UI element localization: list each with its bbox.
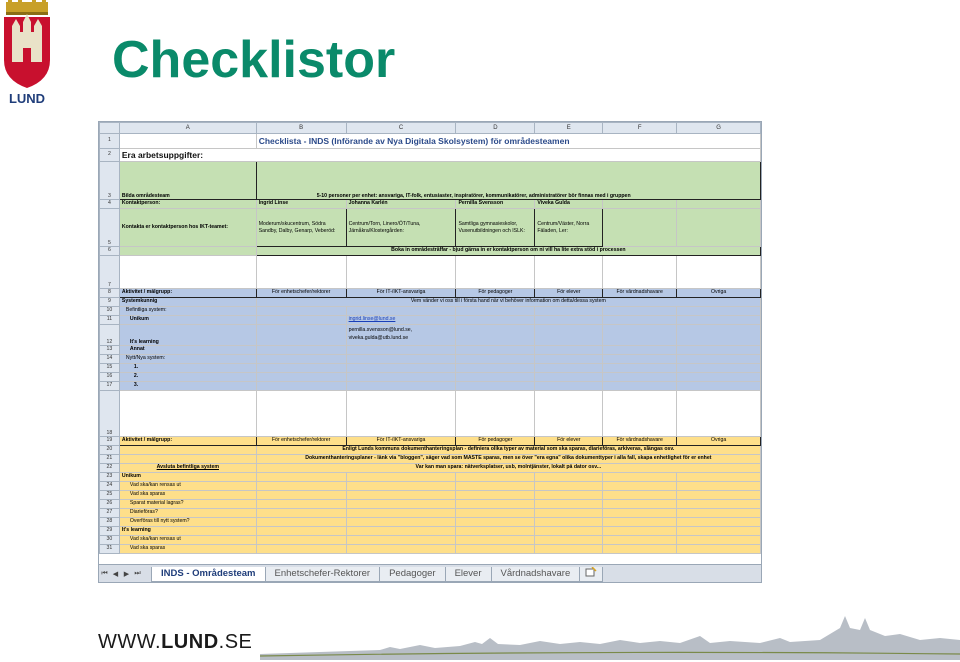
cell[interactable] <box>346 473 456 482</box>
sheet-row <box>100 437 761 446</box>
cell[interactable] <box>456 364 535 373</box>
cell[interactable] <box>535 491 603 500</box>
cell[interactable] <box>256 355 346 364</box>
sheet-row <box>100 509 761 518</box>
cell[interactable] <box>256 509 346 518</box>
cell[interactable] <box>456 536 535 545</box>
cell[interactable]: Kontaktperson: <box>119 200 256 209</box>
castle-icon <box>12 14 42 62</box>
sheet-row <box>100 536 761 545</box>
cell[interactable]: Övriga <box>677 437 761 446</box>
cell[interactable]: Unikum <box>119 473 256 482</box>
row-number[interactable]: 5 <box>100 209 120 247</box>
cell[interactable]: För pedagoger <box>456 437 535 446</box>
row-number[interactable]: 7 <box>100 256 120 289</box>
row-number[interactable]: 24 <box>100 482 120 491</box>
cell[interactable] <box>119 446 256 455</box>
cell[interactable] <box>256 325 346 346</box>
row-number[interactable]: 23 <box>100 473 120 482</box>
cell[interactable]: Centrum/Väster, Norra Fäladen, Ler: <box>535 209 603 247</box>
cell[interactable] <box>603 346 677 355</box>
footer-suffix: .SE <box>218 631 253 653</box>
cell[interactable]: Centrum/Torn, Linero/ÖT/Tuna, Järnåkra/Klostergården: <box>346 209 456 247</box>
cell[interactable]: För enhetschefer/rektorer <box>256 437 346 446</box>
cell[interactable]: För elever <box>535 437 603 446</box>
cell[interactable]: Moderum/skucentrum, Södra Sandby, Dalby, Genarp, Veberöd: <box>256 209 346 247</box>
cell[interactable]: Sparat material lagras? <box>119 500 256 509</box>
sheet-row <box>100 491 761 500</box>
cell[interactable] <box>346 518 456 527</box>
cell[interactable] <box>535 373 603 382</box>
cell[interactable]: Vad ska/kan rensas ut <box>119 482 256 491</box>
cell[interactable] <box>346 355 456 364</box>
cell[interactable] <box>677 256 761 289</box>
sheet-row <box>100 527 761 536</box>
cell[interactable]: Aktivitet / målgrupp: <box>119 437 256 446</box>
cell[interactable] <box>256 500 346 509</box>
cell[interactable]: För enhetschefer/rektorer <box>256 289 346 298</box>
cell[interactable] <box>677 364 761 373</box>
cell[interactable] <box>456 373 535 382</box>
cell[interactable] <box>256 391 346 437</box>
row-number[interactable]: 4 <box>100 200 120 209</box>
cell[interactable] <box>346 545 456 554</box>
sheet-row <box>100 500 761 509</box>
cell[interactable] <box>256 307 346 316</box>
cell[interactable] <box>677 545 761 554</box>
cell[interactable]: För elever <box>535 289 603 298</box>
footer-bold: LUND <box>161 631 219 653</box>
cell[interactable] <box>456 545 535 554</box>
tab-pedagoger[interactable]: Pedagoger <box>379 567 445 582</box>
cell[interactable] <box>603 518 677 527</box>
cell[interactable] <box>603 527 677 536</box>
cell[interactable] <box>456 307 535 316</box>
column-header-row <box>100 123 761 134</box>
cell[interactable] <box>535 307 603 316</box>
sheet-title-cell[interactable]: Checklista - INDS (Införande av Nya Digitala Skolsystem) för områdesteamen <box>256 134 760 149</box>
cell[interactable] <box>603 482 677 491</box>
sheet-row <box>100 364 761 373</box>
cell[interactable]: Pernilla Svensson <box>456 200 535 209</box>
sheet-row <box>100 298 761 307</box>
cell[interactable]: Bilda områdesteam <box>119 162 256 200</box>
row-number[interactable]: 14 <box>100 355 120 364</box>
cell[interactable]: Viveka Gulda <box>535 200 603 209</box>
sheet-row <box>100 355 761 364</box>
cell[interactable]: 1. <box>119 364 256 373</box>
cell[interactable]: Boka in områdesträffar - bjud gärna in er kontaktperson om ni vill ha lite extra stöd i processen <box>256 247 760 256</box>
logo-text: LUND <box>8 91 46 106</box>
cell[interactable] <box>346 491 456 500</box>
cell[interactable] <box>535 482 603 491</box>
row-number[interactable]: 29 <box>100 527 120 536</box>
cell[interactable] <box>456 473 535 482</box>
cell[interactable] <box>256 256 346 289</box>
cell[interactable]: Ingrid Linse <box>256 200 346 209</box>
cell[interactable] <box>346 500 456 509</box>
cell[interactable] <box>256 316 346 325</box>
cell[interactable]: Vad ska sparas <box>119 545 256 554</box>
cell[interactable] <box>456 500 535 509</box>
cell[interactable] <box>603 256 677 289</box>
row-number[interactable]: 22 <box>100 464 120 473</box>
sheet-row <box>100 149 761 162</box>
cell[interactable] <box>456 518 535 527</box>
cell[interactable] <box>256 545 346 554</box>
spreadsheet-screenshot <box>98 121 762 583</box>
cell[interactable] <box>535 509 603 518</box>
sheet-row <box>100 325 761 346</box>
cell[interactable] <box>603 500 677 509</box>
cell[interactable]: Nytt/Nya system: <box>119 355 256 364</box>
cell[interactable]: It's learning <box>119 325 256 346</box>
column-header-d[interactable]: D <box>456 123 535 134</box>
sheet-row <box>100 162 761 200</box>
sheet-row <box>100 247 761 256</box>
sheet-row <box>100 346 761 355</box>
row-number[interactable]: 17 <box>100 382 120 391</box>
sheet-row <box>100 473 761 482</box>
cell[interactable]: Samtliga gymnasieskolor, Vuxenutbildningen och ISLK: <box>456 209 535 247</box>
cell[interactable] <box>603 545 677 554</box>
cell[interactable] <box>456 509 535 518</box>
cell[interactable]: Annat <box>119 346 256 355</box>
row-number[interactable]: 10 <box>100 307 120 316</box>
cell[interactable] <box>346 307 456 316</box>
cell[interactable] <box>677 307 761 316</box>
cell[interactable] <box>256 491 346 500</box>
cell[interactable] <box>677 209 761 247</box>
row-number[interactable]: 19 <box>100 437 120 446</box>
cell[interactable] <box>535 518 603 527</box>
cell[interactable]: Unikum <box>119 316 256 325</box>
tab-inds-omradesteam[interactable]: INDS - Områdesteam <box>151 567 266 582</box>
sheet-row <box>100 464 761 473</box>
cell[interactable] <box>603 209 677 247</box>
footer-prefix: WWW. <box>98 631 162 653</box>
column-header-b[interactable]: B <box>256 123 346 134</box>
cell[interactable] <box>677 527 761 536</box>
cell[interactable] <box>603 473 677 482</box>
cell[interactable] <box>677 536 761 545</box>
cell[interactable] <box>677 346 761 355</box>
cell[interactable] <box>603 391 677 437</box>
cell[interactable]: It's learning <box>119 527 256 536</box>
cell[interactable] <box>346 391 456 437</box>
cell[interactable] <box>677 509 761 518</box>
row-number[interactable]: 11 <box>100 316 120 325</box>
cell[interactable]: Avsluta befintliga system <box>119 464 256 473</box>
cell[interactable] <box>456 346 535 355</box>
row-number[interactable]: 15 <box>100 364 120 373</box>
cell[interactable] <box>456 382 535 391</box>
cell[interactable] <box>603 200 677 209</box>
sheet-row <box>100 316 761 325</box>
row-number[interactable]: 9 <box>100 298 120 307</box>
cell[interactable] <box>603 316 677 325</box>
cell[interactable] <box>256 473 346 482</box>
sheet-row <box>100 518 761 527</box>
cell[interactable] <box>119 391 256 437</box>
cell[interactable]: Johanna Karlén <box>346 200 456 209</box>
row-number[interactable]: 30 <box>100 536 120 545</box>
sheet-row <box>100 134 761 149</box>
cell[interactable] <box>603 509 677 518</box>
row-number[interactable]: 26 <box>100 500 120 509</box>
cell[interactable]: Befintliga system: <box>119 307 256 316</box>
cell[interactable]: För pedagoger <box>456 289 535 298</box>
cell[interactable] <box>346 482 456 491</box>
sheet-row <box>100 289 761 298</box>
column-header-g[interactable]: G <box>677 123 761 134</box>
row-number[interactable]: 27 <box>100 509 120 518</box>
cell[interactable] <box>603 536 677 545</box>
cell[interactable] <box>677 316 761 325</box>
cell[interactable]: Enligt Lunds kommuns dokumenthanteringsplan - definiera olika typer av material som ska sparas, diarieföras, arkiveras, slängas osv. <box>256 446 760 455</box>
cell[interactable] <box>677 325 761 346</box>
sheet-row <box>100 373 761 382</box>
cell[interactable] <box>535 346 603 355</box>
cell[interactable]: Överföras till nytt system? <box>119 518 256 527</box>
row-number[interactable]: 25 <box>100 491 120 500</box>
next-sheet-icon[interactable]: ▶ <box>123 571 130 578</box>
cell[interactable] <box>603 364 677 373</box>
cell[interactable]: För vårdnadshavare <box>603 437 677 446</box>
cell[interactable] <box>119 247 256 256</box>
sheet-row <box>100 455 761 464</box>
cell[interactable] <box>535 473 603 482</box>
cell[interactable] <box>456 256 535 289</box>
cell[interactable] <box>535 316 603 325</box>
cell[interactable]: Dokumenthanteringsplaner - länk via "bloggen", säger vad som MÅSTE sparas, men se över "era egna" olika dokumenttyper i alla fall, skapa enhetlighet för er enhet <box>256 455 760 464</box>
last-sheet-icon[interactable]: ⏭ <box>134 570 141 577</box>
cell[interactable] <box>346 536 456 545</box>
cell[interactable] <box>677 473 761 482</box>
cell[interactable] <box>603 355 677 364</box>
row-number[interactable]: 20 <box>100 446 120 455</box>
cell[interactable]: Diarieföras? <box>119 509 256 518</box>
cell[interactable] <box>456 391 535 437</box>
email-link[interactable]: ingrid.linse@lund.se <box>346 316 456 325</box>
row-number[interactable]: 12 <box>100 325 120 346</box>
cell[interactable] <box>256 536 346 545</box>
cell[interactable] <box>346 509 456 518</box>
lund-logo <box>0 0 54 108</box>
cell[interactable] <box>256 346 346 355</box>
column-header-c[interactable]: C <box>346 123 456 134</box>
cell[interactable] <box>456 482 535 491</box>
cell[interactable] <box>535 391 603 437</box>
row-number[interactable]: 13 <box>100 346 120 355</box>
sheet-row <box>100 391 761 437</box>
new-sheet-icon[interactable] <box>579 567 603 582</box>
tab-enhetschefer-rektorer[interactable]: Enhetschefer-Rektorer <box>265 567 381 582</box>
cell[interactable] <box>535 256 603 289</box>
cell[interactable] <box>535 545 603 554</box>
sheet-row <box>100 307 761 316</box>
cell[interactable] <box>677 373 761 382</box>
email-text: pernilla.svensson@lund.se, <box>348 327 413 334</box>
cell[interactable]: För IT-/IKT-ansvariga <box>346 289 456 298</box>
cell[interactable] <box>256 364 346 373</box>
column-header-f[interactable]: F <box>603 123 677 134</box>
cell[interactable] <box>256 518 346 527</box>
cell[interactable] <box>603 491 677 500</box>
tab-elever[interactable]: Elever <box>445 567 492 582</box>
cell[interactable] <box>119 455 256 464</box>
sheet-row <box>100 446 761 455</box>
select-all-corner[interactable] <box>100 123 120 134</box>
sheet-tab-bar <box>99 564 761 583</box>
cell[interactable]: Aktivitet / målgrupp: <box>119 289 256 298</box>
tab-vardnadshavare[interactable]: Vårdnadshavare <box>491 567 581 582</box>
cell[interactable] <box>256 527 346 536</box>
cell[interactable] <box>677 391 761 437</box>
cell[interactable] <box>119 256 256 289</box>
cell[interactable] <box>346 527 456 536</box>
cell[interactable] <box>603 373 677 382</box>
cell[interactable] <box>346 325 456 346</box>
email-text: viveka.gulda@utb.lund.se <box>348 335 409 341</box>
cell[interactable] <box>603 325 677 346</box>
cell[interactable] <box>677 382 761 391</box>
row-number[interactable]: 6 <box>100 247 120 256</box>
slide-title: Checklistor <box>112 31 396 89</box>
cell[interactable]: För vårdnadshavare <box>603 289 677 298</box>
cell[interactable] <box>677 491 761 500</box>
column-header-e[interactable]: E <box>535 123 603 134</box>
cell[interactable] <box>535 364 603 373</box>
cell[interactable] <box>346 256 456 289</box>
cell[interactable] <box>535 325 603 346</box>
row-number[interactable]: 18 <box>100 391 120 437</box>
cell[interactable] <box>603 307 677 316</box>
row-number[interactable]: 16 <box>100 373 120 382</box>
row-number[interactable]: 21 <box>100 455 120 464</box>
cell[interactable] <box>535 355 603 364</box>
cell[interactable] <box>346 373 456 382</box>
cell[interactable] <box>677 355 761 364</box>
footer-website <box>98 631 252 654</box>
cell[interactable] <box>677 500 761 509</box>
cell[interactable] <box>677 482 761 491</box>
row-number[interactable]: 2 <box>100 149 120 162</box>
cell[interactable] <box>456 355 535 364</box>
cell[interactable] <box>456 491 535 500</box>
cell[interactable] <box>256 382 346 391</box>
cell[interactable] <box>256 482 346 491</box>
cell[interactable] <box>677 518 761 527</box>
cell[interactable]: Vad ska sparas <box>119 491 256 500</box>
cell[interactable] <box>119 134 256 149</box>
cell[interactable]: Kontakta er kontaktperson hos IKT-teamet: <box>119 209 256 247</box>
cell[interactable] <box>346 346 456 355</box>
city-skyline-icon <box>260 614 960 660</box>
cell[interactable]: 3. <box>119 382 256 391</box>
column-header-a[interactable]: A <box>119 123 256 134</box>
row-number[interactable]: 31 <box>100 545 120 554</box>
cell[interactable] <box>456 527 535 536</box>
row-number[interactable]: 1 <box>100 134 120 149</box>
cell[interactable] <box>456 316 535 325</box>
cell[interactable] <box>535 382 603 391</box>
cell[interactable] <box>256 373 346 382</box>
cell[interactable]: Övriga <box>677 289 761 298</box>
cell[interactable]: 5-10 personer per enhet: ansvariga, IT-folk, entusiaster, inspiratörer, kommunikatörer, administratörer bör finnas med i gruppen <box>256 162 760 200</box>
cell[interactable] <box>535 500 603 509</box>
cell[interactable]: Vem vänder vi oss till i första hand när vi behöver information om detta/dessa system <box>256 298 760 307</box>
spreadsheet-grid <box>99 122 761 554</box>
sheet-row <box>100 482 761 491</box>
crown-icon <box>6 0 48 15</box>
cell[interactable] <box>456 325 535 346</box>
sheet-row <box>100 209 761 247</box>
tasks-heading-cell[interactable]: Era arbetsuppgifter: <box>119 149 760 162</box>
cell[interactable]: Var kan man spara: nätverksplatser, usb, molntjänster, lokalt på dator osv... <box>256 464 760 473</box>
cell[interactable]: För IT-/IKT-ansvariga <box>346 437 456 446</box>
row-number[interactable]: 3 <box>100 162 120 200</box>
cell[interactable]: 2. <box>119 373 256 382</box>
cell[interactable] <box>346 364 456 373</box>
row-number[interactable]: 8 <box>100 289 120 298</box>
cell[interactable] <box>677 200 761 209</box>
row-number[interactable]: 28 <box>100 518 120 527</box>
cell[interactable] <box>535 536 603 545</box>
cell[interactable] <box>535 527 603 536</box>
sheet-row <box>100 256 761 289</box>
sheet-row <box>100 545 761 554</box>
first-sheet-icon[interactable]: ⏮ <box>101 570 108 577</box>
prev-sheet-icon[interactable]: ◀ <box>112 571 119 578</box>
cell[interactable]: Systemkunnig <box>119 298 256 307</box>
sheet-row <box>100 200 761 209</box>
cell[interactable]: Vad ska/kan rensas ut <box>119 536 256 545</box>
cell[interactable] <box>603 382 677 391</box>
cell[interactable] <box>346 382 456 391</box>
sheet-row <box>100 382 761 391</box>
